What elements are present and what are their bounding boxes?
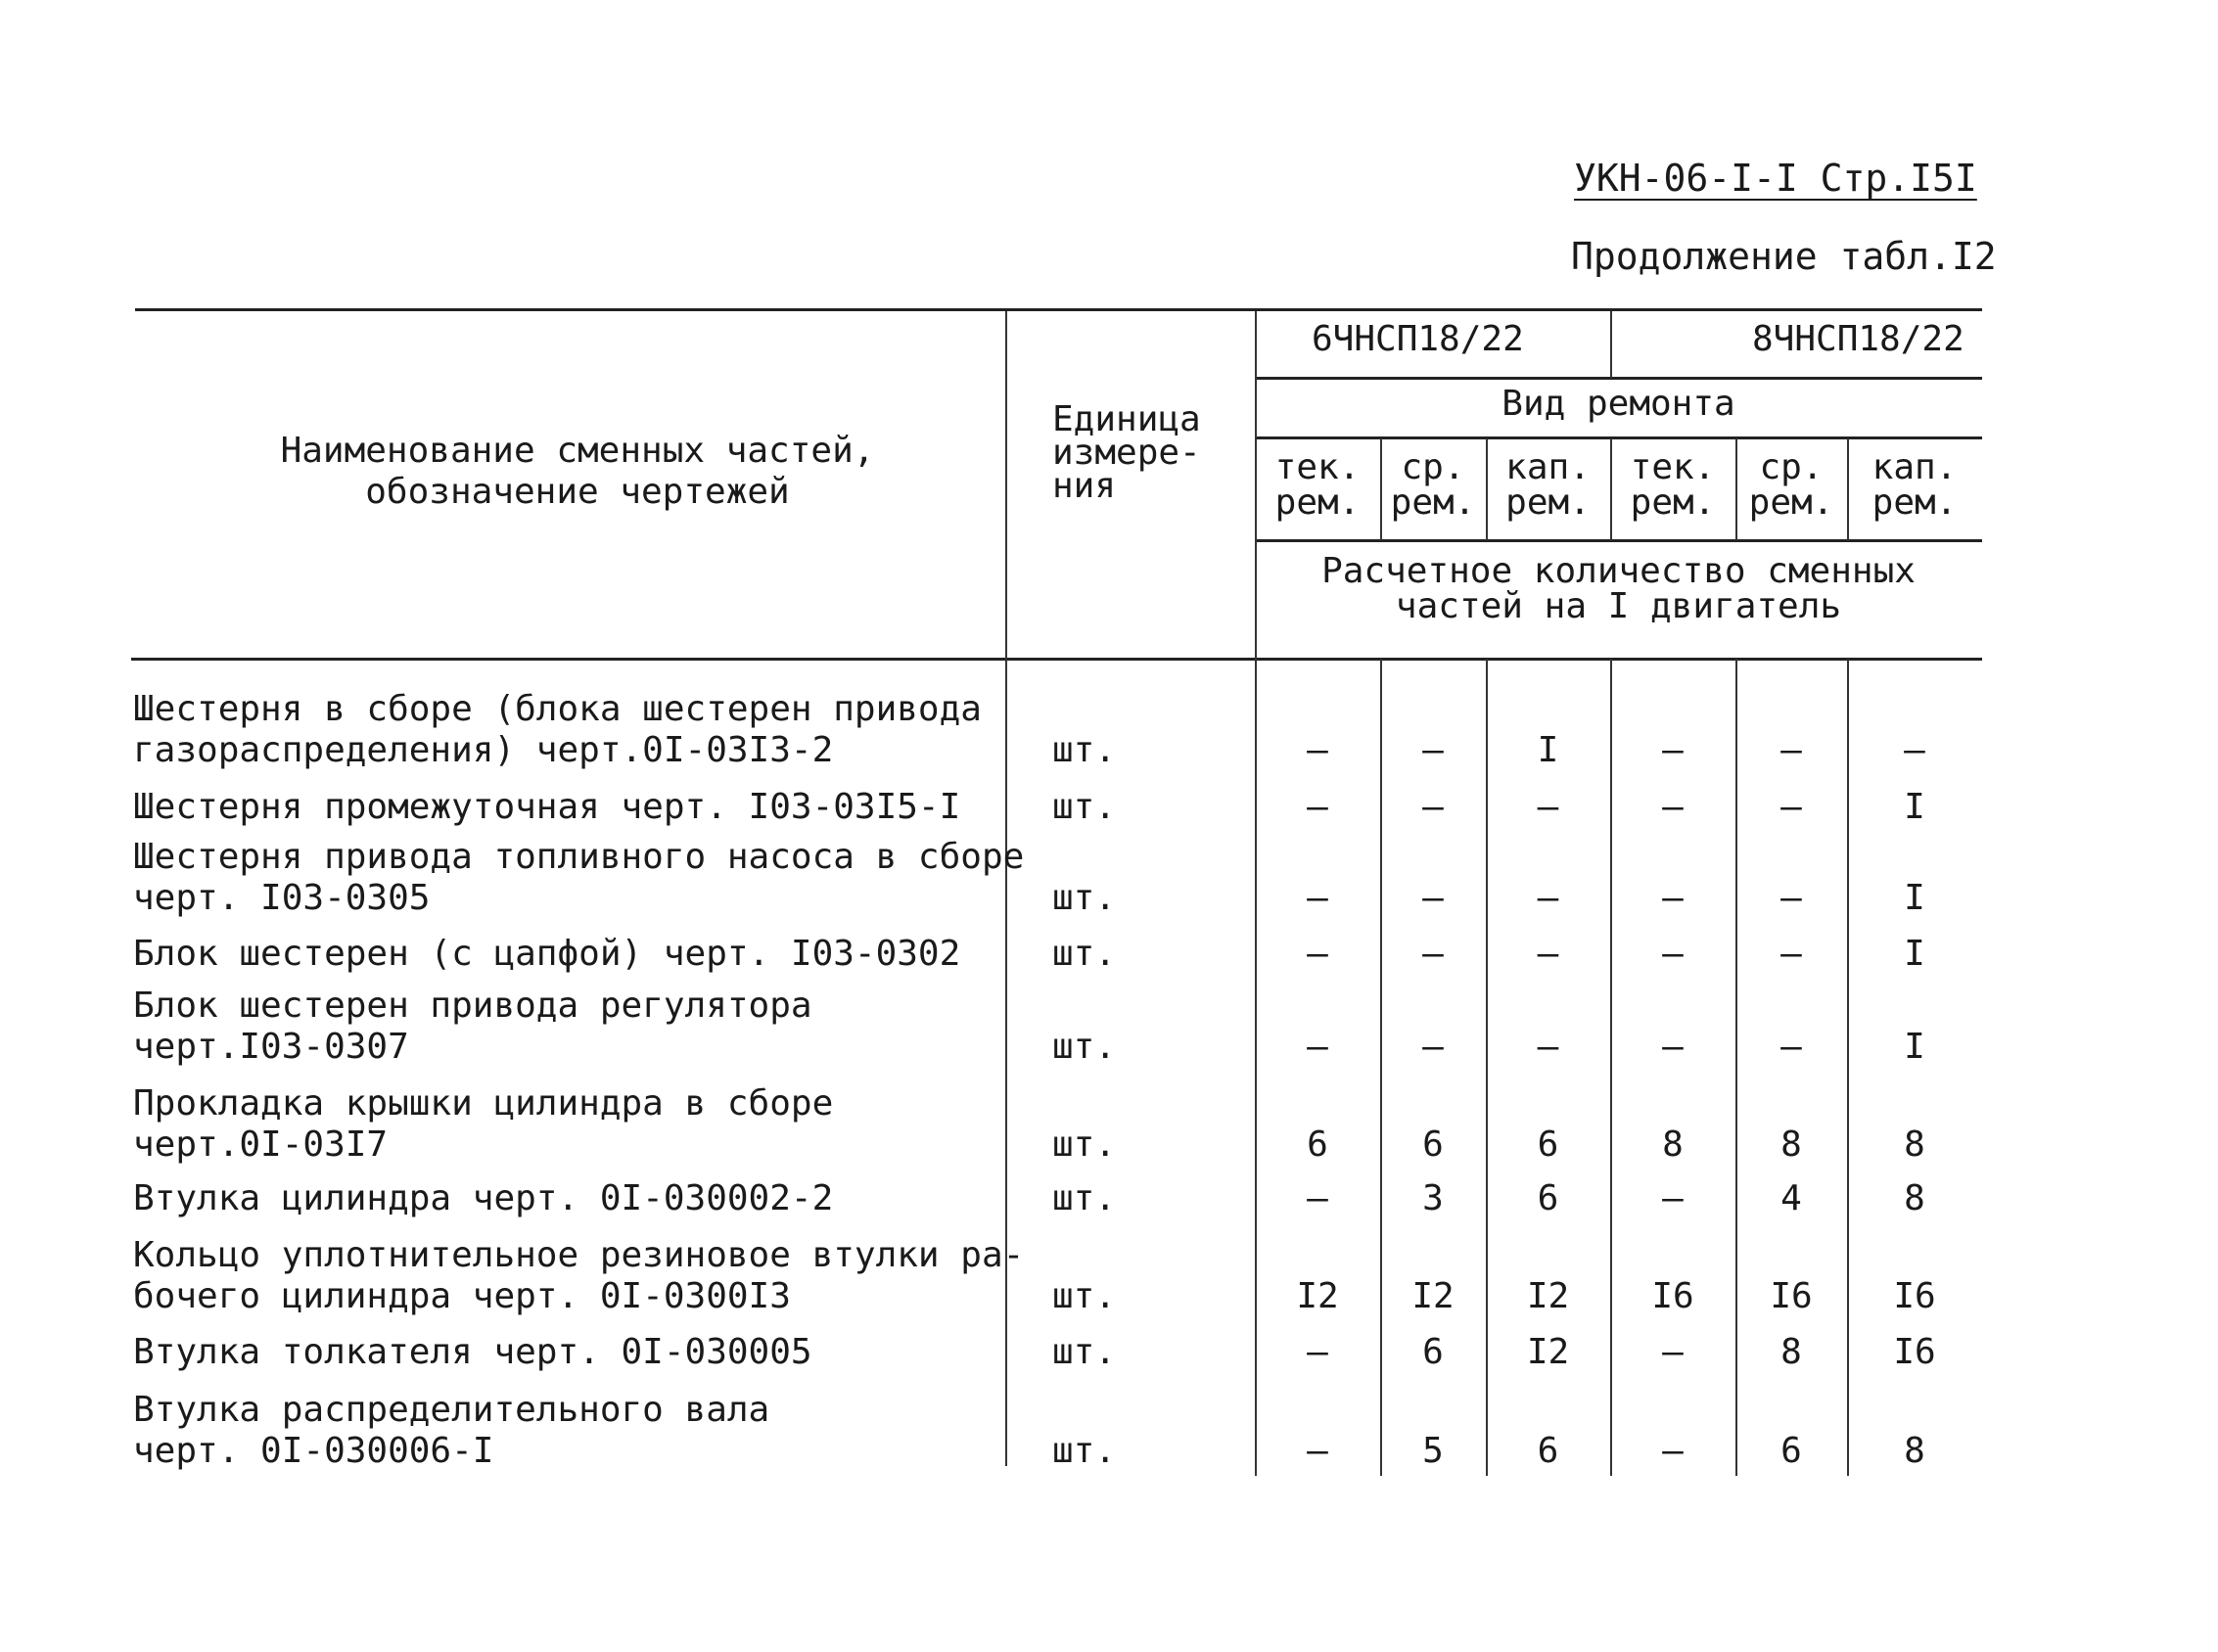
quantity-cell: 8	[1780, 1332, 1802, 1372]
quantity-cell: I6	[1893, 1276, 1936, 1316]
part-name: Блок шестерен привода регулятора черт.I03-0307	[133, 986, 812, 1067]
table-continuation-label: Продолжение табл.I2	[1571, 235, 1997, 278]
unit-cell: шт.	[1052, 730, 1117, 770]
quantity-cell: I	[1904, 1027, 1925, 1067]
quantity-cell: I2	[1411, 1276, 1455, 1316]
quantity-cell: –	[1662, 878, 1684, 918]
quantity-cell: 8	[1662, 1124, 1684, 1165]
quantity-cell: 8	[1904, 1178, 1925, 1218]
quantity-cell: 6	[1307, 1124, 1328, 1165]
quantity-cell: 4	[1780, 1178, 1802, 1218]
quantity-cell: I6	[1893, 1332, 1936, 1372]
engine-divider	[1610, 311, 1612, 378]
quantity-cell: –	[1780, 934, 1802, 974]
quantity-cell: –	[1307, 934, 1328, 974]
quantity-cell: –	[1537, 934, 1559, 974]
quantity-header: Расчетное количество сменных частей на I двигатель	[1321, 551, 1916, 626]
quantity-cell: 6	[1537, 1124, 1559, 1165]
quantity-cell: –	[1537, 787, 1559, 827]
quantity-cell: I2	[1296, 1276, 1339, 1316]
quantity-cell: –	[1780, 1027, 1802, 1067]
part-name: Втулка распределительного вала черт. 0I-030006-I	[133, 1390, 770, 1471]
part-name: Втулка толкателя черт. 0I-030005	[133, 1332, 812, 1372]
part-name: Шестерня промежуточная черт. I03-03I5-I	[133, 787, 961, 827]
quantity-cell: –	[1422, 878, 1444, 918]
quantity-cell: I	[1904, 934, 1925, 974]
repair-type-header: Вид ремонта	[1502, 384, 1735, 424]
unit-cell: шт.	[1052, 934, 1117, 974]
quantity-cell: –	[1422, 934, 1444, 974]
quantity-cell: –	[1662, 787, 1684, 827]
document-reference: УКН-06-I-I Стр.I5I	[1574, 157, 1977, 200]
quantity-cell: –	[1422, 730, 1444, 770]
unit-cell: шт.	[1052, 878, 1117, 918]
part-name: Кольцо уплотнительное резиновое втулки ра- бочего цилиндра черт. 0I-0300I3	[133, 1235, 1025, 1316]
quantity-cell: 8	[1904, 1124, 1925, 1165]
quantity-cell: –	[1662, 1178, 1684, 1218]
quantity-cell: I2	[1526, 1276, 1570, 1316]
quantity-cell: –	[1662, 1431, 1684, 1471]
quantity-cell: –	[1662, 1332, 1684, 1372]
engine-header-rule	[1255, 377, 1982, 380]
quantity-cell: –	[1422, 787, 1444, 827]
unit-cell: шт.	[1052, 787, 1117, 827]
quantity-cell: 8	[1904, 1431, 1925, 1471]
quantity-cell: I6	[1651, 1276, 1694, 1316]
quantity-cell: 6	[1537, 1431, 1559, 1471]
repair-type-label: кап. рем.	[1505, 447, 1591, 523]
unit-cell: шт.	[1052, 1332, 1117, 1372]
quantity-cell: –	[1422, 1027, 1444, 1067]
quantity-cell: 5	[1422, 1431, 1444, 1471]
unit-cell: шт.	[1052, 1431, 1117, 1471]
quantity-cell: –	[1662, 1027, 1684, 1067]
name-column-header: Наименование сменных частей, обозначение чертежей	[280, 431, 875, 512]
quantity-cell: I6	[1770, 1276, 1813, 1316]
quantity-cell: I	[1537, 730, 1559, 770]
unit-column-header: Единица измере- ния	[1052, 399, 1201, 506]
quantity-cell: –	[1780, 878, 1802, 918]
quantity-cell: –	[1780, 730, 1802, 770]
unit-cell: шт.	[1052, 1276, 1117, 1316]
quantity-cell: –	[1307, 730, 1328, 770]
quantity-cell: 8	[1780, 1124, 1802, 1165]
quantity-cell: –	[1307, 1332, 1328, 1372]
repair-type-header-rule	[1255, 436, 1982, 439]
quantity-cell: –	[1307, 878, 1328, 918]
unit-cell: шт.	[1052, 1027, 1117, 1067]
quantity-cell: –	[1662, 730, 1684, 770]
quantity-cell: I	[1904, 878, 1925, 918]
quantity-cell: I	[1904, 787, 1925, 827]
quantity-cell: –	[1537, 878, 1559, 918]
part-name: Блок шестерен (с цапфой) черт. I03-0302	[133, 934, 961, 974]
repair-type-label: кап. рем.	[1871, 447, 1958, 523]
repair-type-label: ср. рем.	[1390, 447, 1476, 523]
quantity-cell: 6	[1422, 1332, 1444, 1372]
part-name: Прокладка крышки цилиндра в сборе черт.0I-03I7	[133, 1083, 834, 1165]
repair-type-label: тек. рем.	[1630, 447, 1716, 523]
quantity-cell: 6	[1422, 1124, 1444, 1165]
repair-type-label: ср. рем.	[1748, 447, 1834, 523]
unit-cell: шт.	[1052, 1124, 1117, 1165]
unit-cell: шт.	[1052, 1178, 1117, 1218]
repair-type-label: тек. рем.	[1274, 447, 1361, 523]
quantity-cell: –	[1307, 1027, 1328, 1067]
quantity-cell: 3	[1422, 1178, 1444, 1218]
engine-6-header: 6ЧНСП18/22	[1312, 319, 1524, 359]
quantity-cell: 6	[1780, 1431, 1802, 1471]
quantity-cell: –	[1780, 787, 1802, 827]
quantity-cell: –	[1307, 787, 1328, 827]
part-name: Втулка цилиндра черт. 0I-030002-2	[133, 1178, 834, 1218]
quantity-cell: –	[1537, 1027, 1559, 1067]
header-bottom-rule	[131, 658, 1982, 661]
quantity-cell: 6	[1537, 1178, 1559, 1218]
quantity-cell: I2	[1526, 1332, 1570, 1372]
quantity-cell: –	[1307, 1178, 1328, 1218]
table-top-rule	[135, 308, 1982, 311]
quantity-cell: –	[1904, 730, 1925, 770]
engine-8-header: 8ЧНСП18/22	[1752, 319, 1964, 359]
part-name: Шестерня в сборе (блока шестерен привода газораспределения) черт.0I-03I3-2	[133, 689, 982, 770]
quantity-cell: –	[1662, 934, 1684, 974]
quantity-cell: –	[1307, 1431, 1328, 1471]
part-name: Шестерня привода топливного насоса в сборе черт. I03-0305	[133, 837, 1025, 918]
repair-kinds-rule	[1255, 539, 1982, 542]
